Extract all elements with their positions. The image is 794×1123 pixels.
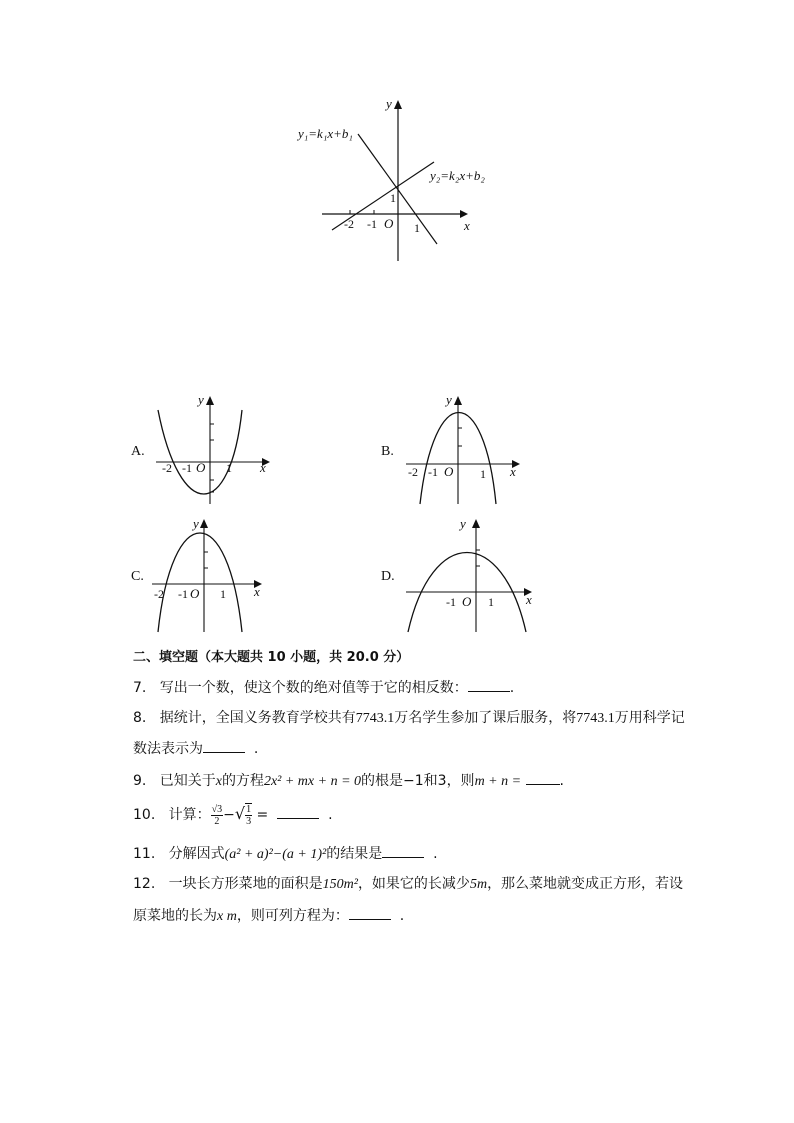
y-axis-arrow bbox=[394, 100, 402, 109]
tick-label: -1 bbox=[428, 465, 438, 479]
question-text: 数法表示为 bbox=[133, 741, 203, 757]
math-expression: (a² + a)²−(a + 1)² bbox=[224, 847, 327, 862]
question-text: 分解因式 bbox=[168, 846, 225, 862]
question-number: 12. bbox=[133, 876, 156, 892]
tick-label: -2 bbox=[344, 217, 354, 231]
parabola-curve bbox=[158, 533, 242, 632]
y-axis-label: y bbox=[193, 516, 199, 531]
fraction-1: $\frac{√3}{2}$ bbox=[211, 803, 223, 827]
answer-blank[interactable] bbox=[277, 804, 319, 819]
answer-blank[interactable] bbox=[382, 843, 424, 858]
question-end: . bbox=[328, 807, 333, 823]
math-ask: m + n = bbox=[474, 774, 522, 789]
x-axis-label: x bbox=[464, 218, 470, 233]
linear-functions-figure bbox=[290, 90, 510, 265]
math-var: x m bbox=[217, 909, 237, 924]
option-b-graph[interactable] bbox=[400, 392, 525, 507]
tick-label: -1 bbox=[182, 461, 192, 475]
origin-label: O bbox=[384, 216, 394, 231]
question-11 bbox=[133, 843, 438, 865]
answer-blank[interactable] bbox=[349, 905, 391, 920]
tick-label: -1 bbox=[446, 595, 456, 609]
question-text: 已知关于 bbox=[159, 773, 216, 789]
section-heading: 二、填空题（本大题共 10 小题，共 20.0 分） bbox=[133, 650, 410, 665]
option-c-graph[interactable] bbox=[146, 514, 271, 636]
y-axis-label: y bbox=[460, 516, 466, 531]
math-equation: 2x² + mx + n = 0 bbox=[263, 774, 362, 789]
question-end: . bbox=[399, 908, 405, 924]
question-number: 11. bbox=[133, 846, 156, 862]
question-text: ，则可列方程为： bbox=[236, 908, 349, 924]
question-text: 的根是 bbox=[361, 773, 404, 789]
fraction-2: $\frac{1}{3}$ bbox=[246, 804, 252, 827]
tick-label: 1 bbox=[414, 221, 420, 235]
answer-blank[interactable] bbox=[526, 770, 560, 785]
y-axis-arrow bbox=[206, 396, 214, 405]
tick-label: -2 bbox=[162, 461, 172, 475]
question-number: 9. bbox=[133, 773, 147, 789]
parabola-curve bbox=[158, 410, 242, 494]
option-c-letter[interactable]: C. bbox=[131, 569, 144, 584]
option-d-graph[interactable] bbox=[402, 514, 537, 636]
minus-sign: − bbox=[223, 807, 235, 823]
answer-blank[interactable] bbox=[203, 738, 245, 753]
question-7 bbox=[133, 677, 514, 698]
question-8-line2 bbox=[133, 738, 258, 759]
equals-sign: = bbox=[256, 807, 269, 823]
roots: −1和3 bbox=[403, 773, 447, 789]
question-text: 的结果是 bbox=[326, 846, 383, 862]
origin-label: O bbox=[190, 586, 200, 601]
y-axis-arrow bbox=[454, 396, 462, 405]
question-text: ，则 bbox=[446, 773, 475, 789]
origin-label: O bbox=[196, 460, 206, 475]
option-d-letter[interactable]: D. bbox=[381, 569, 395, 584]
y-axis-label: y bbox=[198, 392, 204, 407]
question-text: 计算： bbox=[168, 807, 211, 823]
x-axis-label: x bbox=[510, 464, 516, 479]
question-end: . bbox=[433, 846, 438, 862]
math-number: 7743.1 bbox=[355, 711, 395, 726]
tick-label: -2 bbox=[154, 587, 164, 601]
line1-label: y₁=k₁x+b₁ bbox=[298, 126, 353, 141]
question-12-line2 bbox=[133, 905, 404, 927]
origin-label: O bbox=[444, 464, 454, 479]
tick-label: 1 bbox=[488, 595, 494, 609]
x-axis-label: x bbox=[254, 584, 260, 599]
x-axis-label: x bbox=[260, 460, 266, 475]
math-number: 7743.1 bbox=[576, 711, 615, 726]
math-length: 5m bbox=[469, 877, 488, 892]
x-axis-label: x bbox=[526, 592, 532, 607]
question-number: 8. bbox=[133, 710, 147, 726]
question-number: 7. bbox=[133, 680, 147, 696]
question-9 bbox=[133, 770, 564, 792]
question-end: . bbox=[559, 773, 564, 789]
question-text: 一块长方形菜地的面积是 bbox=[168, 876, 323, 892]
question-12 bbox=[133, 874, 683, 895]
question-10: 10. 计算： $\frac{√3}{2}$ −√ $\frac{1}{3}$ = . bbox=[133, 803, 333, 827]
question-end: . bbox=[509, 680, 515, 696]
tick-label: 1 bbox=[220, 587, 226, 601]
question-text: ，那么菜地就变成正方形，若设 bbox=[487, 876, 684, 892]
question-number: 10. bbox=[133, 807, 156, 823]
y-axis-label: y bbox=[386, 96, 392, 111]
question-8 bbox=[133, 708, 685, 729]
line2-label: y₂=k₂x+b₂ bbox=[430, 168, 485, 183]
tick-label: 1 bbox=[226, 461, 232, 475]
y-axis-arrow bbox=[472, 519, 480, 528]
tick-label: -2 bbox=[408, 465, 418, 479]
x-axis-arrow bbox=[460, 210, 468, 218]
option-b-letter[interactable]: B. bbox=[381, 444, 394, 459]
y-axis-arrow bbox=[200, 519, 208, 528]
tick-label: -1 bbox=[367, 217, 377, 231]
origin-label: O bbox=[462, 594, 472, 609]
math-var: x bbox=[215, 774, 222, 789]
question-end: . bbox=[253, 741, 259, 757]
tick-label: -1 bbox=[178, 587, 188, 601]
option-a-graph[interactable] bbox=[150, 392, 275, 507]
option-a-letter[interactable]: A. bbox=[131, 444, 145, 459]
y-axis-label: y bbox=[446, 392, 452, 407]
answer-blank[interactable] bbox=[468, 677, 510, 692]
question-text: ，如果它的长减少 bbox=[357, 876, 470, 892]
question-text: 的方程 bbox=[221, 773, 264, 789]
question-text: 据统计，全国义务教育学校共有 bbox=[159, 710, 356, 726]
math-area: 150m² bbox=[322, 877, 358, 892]
question-text: 万用科学记 bbox=[614, 710, 685, 726]
question-text: 写出一个数，使这个数的绝对值等于它的相反数： bbox=[159, 680, 468, 696]
question-text: 万名学生参加了课后服务，将 bbox=[394, 710, 577, 726]
tick-label: 1 bbox=[390, 191, 396, 205]
question-text: 原菜地的长为 bbox=[133, 908, 217, 924]
tick-label: 1 bbox=[480, 467, 486, 481]
